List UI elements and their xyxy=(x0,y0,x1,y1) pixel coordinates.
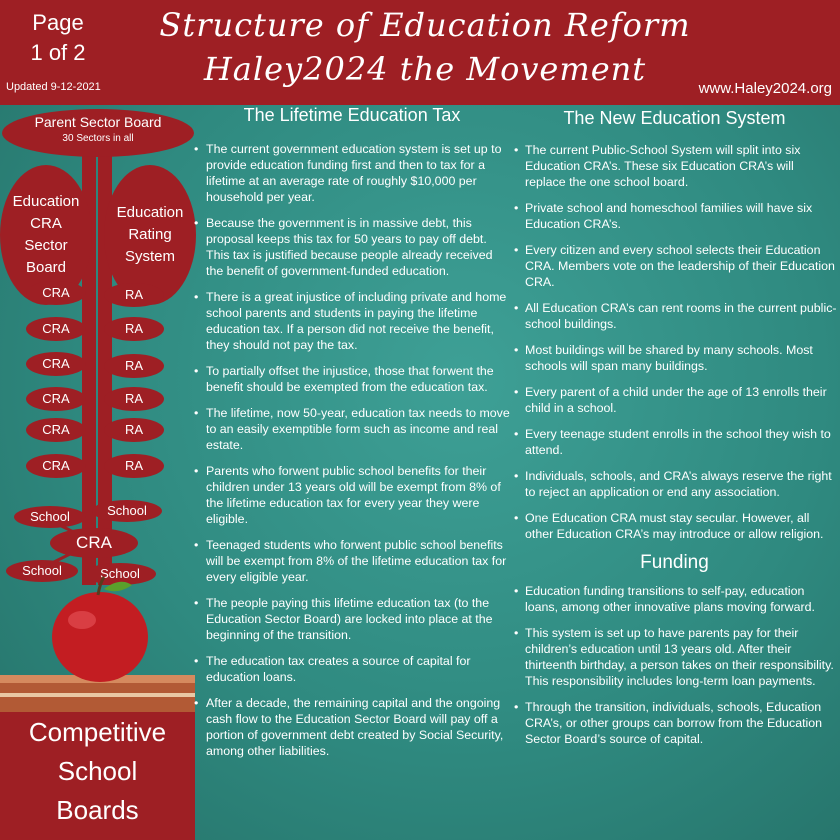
competitive-school-boards-title xyxy=(0,712,195,840)
cra-cluster-center: CRA xyxy=(50,528,138,558)
cra-board-line: Sector xyxy=(24,237,68,254)
ra-pill: RA xyxy=(104,283,164,307)
parent-board-label: Parent Sector Board xyxy=(34,114,162,130)
parent-board-sublabel: 30 Sectors in all xyxy=(62,133,134,144)
list-item: • Because the government is in massive debt, this proposal keeps this tax for 50 years to pay off debt. This tax is justified because people already received the benefit of government-funded education. xyxy=(192,215,512,279)
list-item: • This system is set up to have parents pay for their children’s education until 13 years old. After their thirteenth birthday, a person takes on their responsibility. This responsibility includes long-term loan payments. xyxy=(512,625,837,689)
school-node: School xyxy=(14,506,86,528)
list-item: • Every teenage student enrolls in the school they wish to attend. xyxy=(512,426,837,458)
ra-pill: RA xyxy=(104,354,164,378)
page-label xyxy=(18,8,98,68)
apple-on-books-illustration xyxy=(0,575,195,715)
new-system-section xyxy=(512,108,837,757)
ra-pill: RA xyxy=(104,387,164,411)
new-system-list xyxy=(512,142,837,542)
new-system-heading: The New Education System xyxy=(563,108,786,128)
cra-board-line: CRA xyxy=(30,215,62,232)
rating-line: Education xyxy=(116,204,184,221)
lifetime-tax-section xyxy=(192,105,512,769)
cra-pill: CRA xyxy=(26,281,86,305)
list-item: • Parents who forwent public school benefits for their children under 13 years old will be exempt from 8% of the lifetime education tax for every year they were eligible. xyxy=(192,463,512,527)
list-item: • Every parent of a child under the age of 13 enrolls their child in a school. xyxy=(512,384,837,416)
page-label-line2: 1 of 2 xyxy=(30,40,86,65)
list-item: • One Education CRA must stay secular. However, all other Education CRA’s may introduce or allow religion. xyxy=(512,510,837,542)
list-item: • Every citizen and every school selects their Education CRA. Members vote on the leadership of their Education CRA. xyxy=(512,242,837,290)
list-item: • The current Public-School System will split into six Education CRA’s. These six Education CRA’s will replace the one school board. xyxy=(512,142,837,190)
school-node: School xyxy=(92,500,162,522)
list-item: • Education funding transitions to self-pay, education loans, among other innovative plans moving forward. xyxy=(512,583,837,615)
bottom-title-line: School xyxy=(57,756,138,786)
cra-board-line: Board xyxy=(25,259,67,276)
list-item: • The current government education system is set up to provide education funding first and then to tax for a lifetime at an average rate of roughly $10,000 per household per year. xyxy=(192,141,512,205)
school-node: School xyxy=(6,560,78,582)
list-item: • Most buildings will be shared by many schools. Most schools will span many buildings. xyxy=(512,342,837,374)
cra-pill: CRA xyxy=(26,418,86,442)
updated-date: Updated 9-12-2021 xyxy=(6,81,101,93)
lifetime-tax-heading: The Lifetime Education Tax xyxy=(243,105,461,125)
rating-line: System xyxy=(124,248,175,265)
list-item: • The education tax creates a source of capital for education loans. xyxy=(192,653,512,685)
list-item: • The lifetime, now 50-year, education tax needs to move to an easily exemptible form such as income and real estate. xyxy=(192,405,512,453)
list-item: • Teenaged students who forwent public school benefits will be exempt from 8% of the lifetime education tax for every eligible year. xyxy=(192,537,512,585)
cra-pill: CRA xyxy=(26,454,86,478)
ra-pill: RA xyxy=(104,418,164,442)
list-item: • Through the transition, individuals, schools, Education CRA’s, or other groups can borrow from the Education Sector Board’s source of capital. xyxy=(512,699,837,747)
list-item: • There is a great injustice of including private and home school parents and students in paying the lifetime education tax. If a person did not receive the benefit, they should not pay the tax. xyxy=(192,289,512,353)
bottom-title-line: Boards xyxy=(56,795,139,825)
list-item: • The people paying this lifetime education tax (to the Education Sector Board) are locked into place at the beginning of the transition. xyxy=(192,595,512,643)
cra-pill: CRA xyxy=(26,387,86,411)
list-item: • After a decade, the remaining capital and the ongoing cash flow to the Education Sector Board will pay off a portion of government debt created by Social Security, among other liabilities. xyxy=(192,695,512,759)
funding-heading: Funding xyxy=(640,552,709,573)
list-item: • Individuals, schools, and CRA’s always reserve the right to reject an application or end any association. xyxy=(512,468,837,500)
ra-pill: RA xyxy=(104,317,164,341)
cra-pill: CRA xyxy=(26,352,86,376)
parent-sector-board xyxy=(2,109,194,157)
funding-list xyxy=(512,583,837,747)
lifetime-tax-list xyxy=(192,141,512,759)
cra-pill: CRA xyxy=(26,317,86,341)
list-item: • All Education CRA’s can rent rooms in the current public-school buildings. xyxy=(512,300,837,332)
title-line-1: Structure of Education Reform xyxy=(159,6,691,44)
top-banner xyxy=(0,0,840,105)
cra-board-line: Education xyxy=(12,193,80,210)
page-label-line1: Page xyxy=(32,10,84,35)
bottom-title-line: Competitive xyxy=(28,717,167,747)
list-item: • Private school and homeschool families will have six Education CRA’s. xyxy=(512,200,837,232)
title-line-2: Haley2024 the Movement xyxy=(203,50,647,88)
rating-line: Rating xyxy=(128,226,172,243)
website-link[interactable]: www.Haley2024.org xyxy=(698,80,832,97)
list-item: • To partially offset the injustice, those that forwent the benefit should be exempted from the education tax. xyxy=(192,363,512,395)
ra-pill: RA xyxy=(104,454,164,478)
school-node: School xyxy=(84,563,156,585)
